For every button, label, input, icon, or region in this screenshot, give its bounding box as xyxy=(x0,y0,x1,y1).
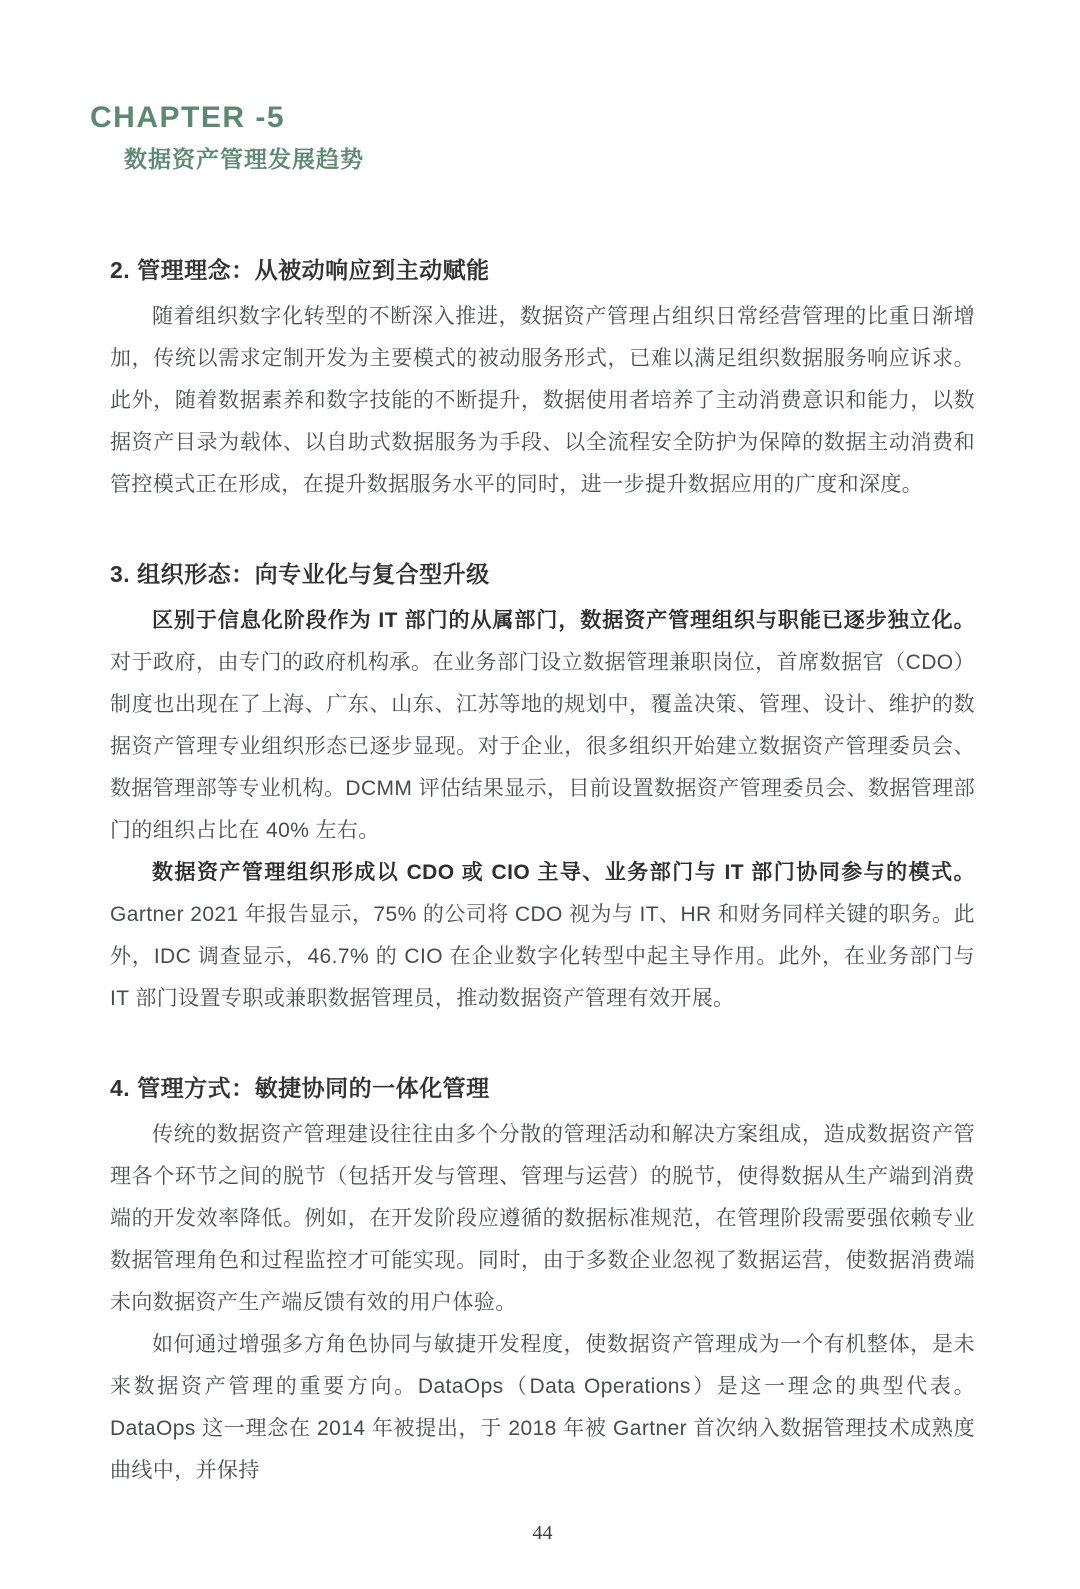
text-segment: 随着组织数字化转型的不断深入推进，数据资产管理占组织日常经营管理的比重日渐增加，传统以需求定制开发为主要模式的被动服务形式，已难以满足组织数据服务响应诉求。此外，随着数据素养和数字技能的不断提升，数据使用者培养了主动消费意识和能力，以数据资产目录为载体、以自助式数据服务为手段、以全流程安全防护为保障的数据主动消费和管控模式正在形成，在提升数据服务水平的同时，进一步提升数据应用的广度和深度。 xyxy=(110,305,975,496)
section-heading: 3. 组织形态：向专业化与复合型升级 xyxy=(110,561,490,587)
section-heading: 2. 管理理念：从被动响应到主动赋能 xyxy=(110,257,490,283)
chapter-subtitle: 数据资产管理发展趋势 xyxy=(124,146,364,172)
bold-text-segment: 区别于信息化阶段作为 IT 部门的从属部门，数据资产管理组织与职能已逐步独立化。 xyxy=(152,609,975,632)
paragraph xyxy=(110,600,975,852)
section-management-approach xyxy=(110,1070,975,1492)
section-organizational-form xyxy=(110,556,975,1020)
text-segment: 如何通过增强多方角色协同与敏捷开发程度，使数据资产管理成为一个有机整体，是未来数据资产管理的重要方向。DataOps（Data Operations）是这一理念的典型代表。DataOps 这一理念在 2014 年被提出，于 2018 年被 Gartner 首次纳入数据管理技术成熟度曲线中，并保持 xyxy=(110,1333,975,1482)
text-segment: 传统的数据资产管理建设往往由多个分散的管理活动和解决方案组成，造成数据资产管理各个环节之间的脱节（包括开发与管理、管理与运营）的脱节，使得数据从生产端到消费端的开发效率降低。例如，在开发阶段应遵循的数据标准规范，在管理阶段需要强依赖专业数据管理角色和过程监控才可能实现。同时，由于多数企业忽视了数据运营，使数据消费端未向数据资产生产端反馈有效的用户体验。 xyxy=(110,1123,975,1314)
bold-text-segment: 数据资产管理组织形成以 CDO 或 CIO 主导、业务部门与 IT 部门协同参与的模式。 xyxy=(152,861,975,884)
text-segment: Gartner 2021 年报告显示，75% 的公司将 CDO 视为与 IT、HR 和财务同样关键的职务。此外，IDC 调查显示，46.7% 的 CIO 在企业数字化转型中起主导作用。此外，在业务部门与 IT 部门设置专职或兼职数据管理员，推动数据资产管理有效开展。 xyxy=(110,903,975,1010)
chapter-label: CHAPTER -5 xyxy=(90,101,286,134)
chapter-header xyxy=(90,103,975,174)
page-number: 44 xyxy=(532,1522,553,1544)
section-management-philosophy xyxy=(110,252,975,506)
page-footer xyxy=(110,1492,975,1589)
paragraph xyxy=(110,1324,975,1492)
paragraph xyxy=(110,1114,975,1324)
document-body xyxy=(110,252,975,1492)
text-segment: 对于政府，由专门的政府机构承。在业务部门设立数据管理兼职岗位，首席数据官（CDO）制度也出现在了上海、广东、山东、江苏等地的规划中，覆盖决策、管理、设计、维护的数据资产管理专业组织形态已逐步显现。对于企业，很多组织开始建立数据资产管理委员会、数据管理部等专业机构。DCMM 评估结果显示，目前设置数据资产管理委员会、数据管理部门的组织占比在 40% 左右。 xyxy=(110,651,975,842)
section-heading: 4. 管理方式：敏捷协同的一体化管理 xyxy=(110,1075,490,1101)
paragraph xyxy=(110,852,975,1020)
paragraph xyxy=(110,296,975,506)
